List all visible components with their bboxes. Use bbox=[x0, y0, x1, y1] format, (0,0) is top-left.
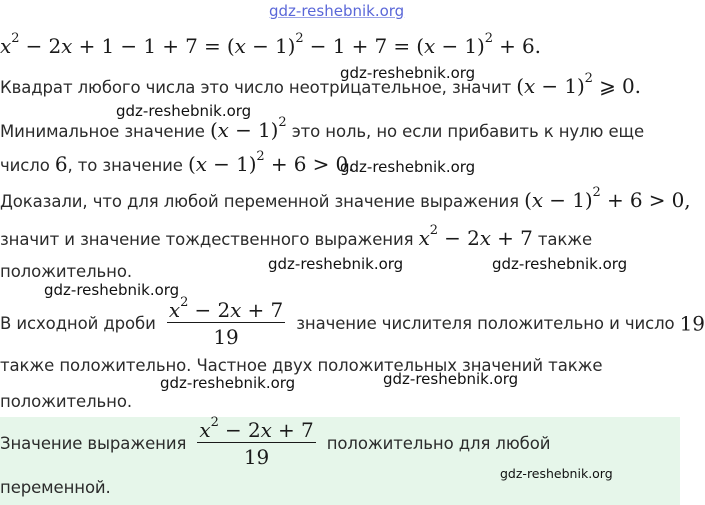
text: также bbox=[532, 230, 593, 249]
paragraph-line-3 bbox=[0, 115, 644, 142]
math-inline: $x^2 - 2x + 7$ bbox=[418, 223, 533, 250]
var-x: x bbox=[424, 34, 436, 58]
eq-part: − 1 + 7 = ( bbox=[303, 34, 424, 58]
fraction-denominator: 19 bbox=[167, 322, 285, 349]
fraction-numerator: $x^2 - 2x + 7$ bbox=[199, 415, 314, 442]
answer-line-1 bbox=[0, 415, 551, 469]
math-inline: $(x - 1)^2 + 6 > 0$. bbox=[188, 149, 355, 176]
text: Квадрат любого числа это число неотрицательное, значит bbox=[0, 78, 517, 97]
answer-fraction bbox=[197, 415, 315, 469]
text: , то значение bbox=[67, 156, 188, 175]
text: переменной. bbox=[0, 478, 111, 497]
answer-line-2 bbox=[0, 478, 111, 497]
fraction-denominator: 19 bbox=[197, 442, 315, 469]
var-x: x bbox=[234, 34, 246, 58]
exp-2: 2 bbox=[484, 31, 493, 47]
eq-part: − 1) bbox=[245, 34, 296, 58]
eq-part: − 2 bbox=[19, 34, 62, 58]
var-x: x bbox=[0, 34, 12, 58]
watermark[interactable]: gdz-reshebnik.org bbox=[340, 64, 476, 82]
text: также положительно. Частное двух положительных значений также bbox=[0, 356, 603, 375]
watermark[interactable]: gdz-reshebnik.org bbox=[340, 158, 476, 176]
paragraph-line-8 bbox=[0, 295, 705, 349]
watermark[interactable]: gdz-reshebnik.org bbox=[268, 255, 404, 273]
fraction bbox=[167, 295, 285, 349]
eq-part: + 6. bbox=[492, 34, 541, 58]
math-inline: $(x - 1)^2$ ⩾ 0. bbox=[516, 71, 641, 98]
watermark[interactable]: gdz-reshebnik.org bbox=[383, 370, 519, 388]
exp-2: 2 bbox=[295, 31, 304, 47]
text: это ноль, но если прибавить к нулю еще bbox=[286, 122, 644, 141]
watermark[interactable]: gdz-reshebnik.org bbox=[492, 255, 628, 273]
text: Доказали, что для любой переменной значение выражения bbox=[0, 192, 525, 211]
watermark[interactable]: gdz-reshebnik.org bbox=[160, 374, 296, 392]
text: положительно. bbox=[0, 262, 132, 281]
watermark[interactable]: gdz-reshebnik.org bbox=[500, 466, 613, 481]
text: значение числителя положительно и число bbox=[291, 314, 680, 333]
math-inline: $(x - 1)^2$ bbox=[209, 115, 287, 142]
math-inline: 19 bbox=[679, 311, 705, 336]
text: Значение выражения bbox=[0, 434, 192, 453]
equation-line-1 bbox=[0, 31, 541, 58]
var-x: x bbox=[61, 34, 73, 58]
paragraph-line-6 bbox=[0, 223, 593, 250]
text: положительно для любой bbox=[321, 434, 551, 453]
eq-part: − 1) bbox=[435, 34, 485, 58]
eq-part: + 1 − 1 + 7 = ( bbox=[72, 34, 235, 58]
fraction-numerator: $x^2 - 2x + 7$ bbox=[168, 295, 284, 322]
text: В исходной дроби bbox=[0, 314, 161, 333]
math-inline: 6 bbox=[54, 152, 68, 176]
watermark[interactable]: gdz-reshebnik.org bbox=[116, 102, 252, 120]
exp-2: 2 bbox=[11, 31, 20, 47]
text: значит и значение тождественного выражения bbox=[0, 230, 419, 249]
paragraph-line-10 bbox=[0, 392, 132, 411]
text: Минимальное значение bbox=[0, 122, 210, 141]
watermark-top[interactable]: gdz-reshebnik.org bbox=[269, 2, 405, 20]
text: положительно. bbox=[0, 392, 132, 411]
watermark[interactable]: gdz-reshebnik.org bbox=[44, 281, 180, 299]
text: число bbox=[0, 156, 55, 175]
paragraph-line-4 bbox=[0, 149, 355, 176]
math-inline: $(x - 1)^2 + 6 > 0$, bbox=[524, 185, 691, 212]
paragraph-line-5 bbox=[0, 185, 691, 212]
paragraph-line-7 bbox=[0, 262, 132, 281]
